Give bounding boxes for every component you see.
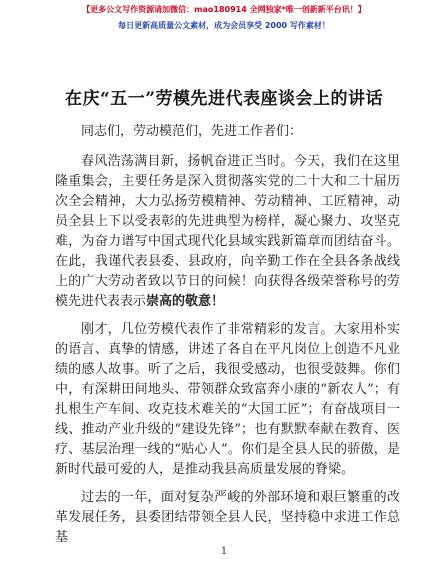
promo-banner-line-1: 【更多公文写作资源请加微信：mao180914 全网独家*唯一创新新平台讯！】 bbox=[82, 5, 366, 14]
salutation: 同志们，劳动模范们，先进工作者们： bbox=[81, 124, 303, 139]
document-body bbox=[55, 122, 400, 556]
paragraph-1 bbox=[55, 152, 400, 312]
paragraph-2: 刚才，几位劳模代表作了非常精彩的发言。大家用朴实的语言、真挚的情感，讲述了各自在平凡岗位上创造不凡业绩的感人故事。听了之后，我很受感动，也很受鼓舞。你们中，有深耕田间地头、带领群众致富奔小康的“新农人”；有扎根生产车间、攻克技术难关的“大国工匠”；有奋战项目一线、推动产业升级的“建设先锋”；也有默默奉献在教育、医疗、基层治理一线的“贴心人”。你们是全县人民的骄傲，是新时代最可爱的人，是推动我县高质量发展的脊梁。 bbox=[55, 322, 400, 477]
paragraph-1-text: 春风浩荡满目新，扬帆奋进正当时。今天，我们在这里隆重集会，主要任务是深入贯彻落实党的二十大和二十届历次全会精神，大力弘扬劳模精神、劳动精神、工匠精神，动员全县上下以受表彰的先进典型为榜样，凝心聚力、攻坚克难，为奋力谱写中国式现代化县域实践新篇章而团结奋斗。在此，我谨代表县委、县政府，向辛勤工作在全县各条战线上的广大劳动者致以节日的问候！向获得各级荣誉称号的劳模先进代表表示 bbox=[55, 154, 400, 309]
page-number: 1 bbox=[220, 546, 228, 557]
paragraph-1-emphasis: 崇高的敬意！ bbox=[146, 294, 225, 309]
paragraph-3: 过去的一年，面对复杂严峻的外部环境和艰巨繁重的改革发展任务，县委团结带领全县人民，坚持稳中求进工作总基 bbox=[55, 490, 400, 545]
promo-banner-line-2: 每日更新高质量公文素材，成为会员享受 2000 写作素材！ bbox=[118, 21, 330, 30]
document-title: 在庆“五一”劳模先进代表座谈会上的讲话 bbox=[64, 89, 384, 109]
